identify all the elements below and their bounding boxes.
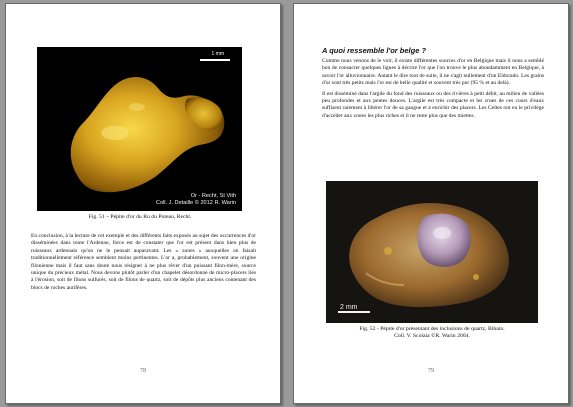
page-number: 78 (140, 368, 146, 374)
figure-caption-line: Coll. V. Scolaia ©R. Warin 2004. (394, 333, 470, 339)
page-right (293, 3, 569, 404)
page-number: 79 (428, 368, 434, 374)
scale-bar (338, 311, 370, 313)
quartz-nugget-image (326, 181, 538, 323)
photo-credit (156, 193, 236, 207)
figure-caption (30, 214, 250, 221)
paragraph: Comme nous venons de le voir, il existe différentes sources d'or en Belgique mais il nous a semblé bon de consacrer quelques lignes à décrire l'or que l'on trouve le plus abondamment en Belgique, à savoir l'or alluvionnaire. Autant le dire tout de suite, il ne s'agit nullement d'un Eldorado. Les grains d'or sont très petits mais l'or est de belle qualité et souvent très pur (95 % et au delà). (322, 58, 544, 87)
gold-nugget-photo (37, 47, 242, 211)
section-heading: A quoi ressemble l'or belge ? (322, 46, 427, 55)
gold-nugget-image (37, 47, 242, 211)
page-left (5, 3, 281, 404)
paragraph: En conclusion, à la lecture de cet exemple et des différents faits exposés au sujet des occurrences d'or disséminées dans toute l'Ardenne, force est de constater que l'or est présent dans bien plus de ruisseaux ardennais qu'on ne le pensait auparavant. Les « zones » auxquelles on faisait traditionnellement référence semblent moins pertinentes. L'or a, probablement, souvent une origine filonienne mais il faut sans doute nous résigner à ne plus rêver d'un puissant filon-mère, source unique du précieux métal. Nous devons plutôt parler d'un chapelet désordonné de micro-placers liés à l'érosion, soit de filons sulfurés, soit de filons de quartz, soit de dépôts plus anciens contenant des blocs de roches aurifères. (31, 233, 256, 291)
body-text (31, 233, 256, 295)
scale-bar (200, 59, 230, 61)
photo-credit-line: Coll. J. Detaille © 2012 R. Warin (155, 200, 236, 206)
paragraph: Il est disséminé dans l'argile du fond des ruisseaux ou des rivières à petit débit, au milieu de vallées peu profondes et aux pentes douces. L'argile est très compacte et les crues de ces cours d'eaux suffisent rarement à libérer l'or de sa gangue et à enrichir des placers. Les Celtes ont eu le privilège d'accéder aux zones les plus riches et il ne reste plus que des miettes. (322, 90, 544, 119)
figure-caption-text: Fig. 51 – Pépite d'or du Ru du Poteau, Recht. (88, 214, 192, 220)
figure-caption-line: Fig. 52 - Pépite d'or présentant des inclusions de quartz, Bihain. (359, 326, 505, 332)
photo-credit-line: Or - Recht, St Vith (190, 193, 236, 199)
figure-caption (322, 326, 542, 340)
quartz-nugget-photo (326, 181, 538, 323)
scale-label: 1 mm (211, 51, 224, 57)
body-text (322, 58, 544, 123)
scale-label: 2 mm (340, 304, 358, 311)
